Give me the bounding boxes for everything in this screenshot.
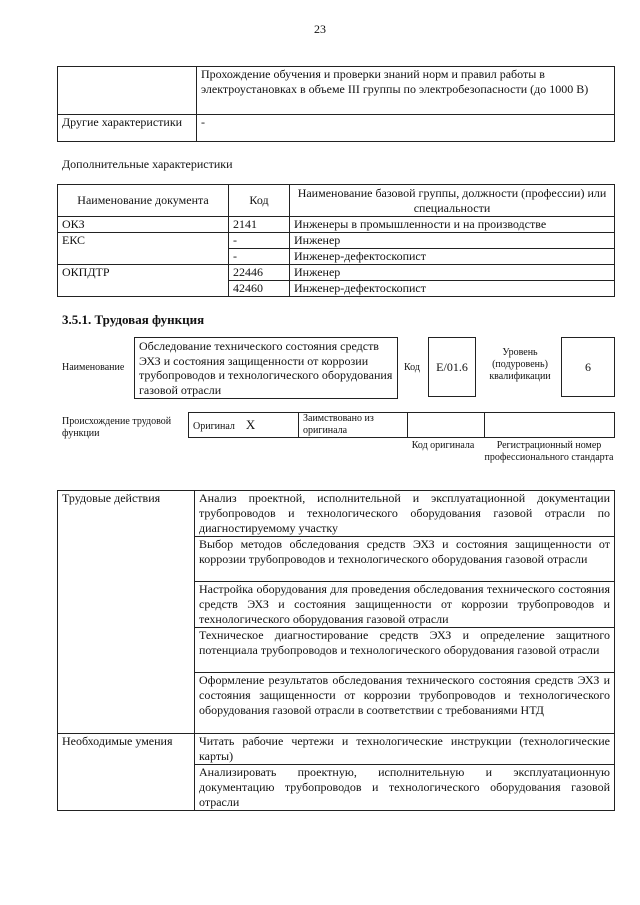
top-table [57,66,615,142]
skill-item: Анализировать проектную, исполнительную и эксплуатационную документацию трубопроводов и технологического оборудования газовой отрасли [195,765,615,811]
name-cell: Инженер [290,265,615,281]
additional-characteristics-table [57,184,615,297]
other-characteristics-label: Другие характеристики [58,115,197,142]
table-row [58,491,615,537]
qualification-level-box: 6 [561,337,615,397]
doc-cell: ОКПДТР [58,265,229,297]
labor-function-table [57,490,615,811]
page-number: 23 [314,22,326,36]
code-cell: 42460 [229,281,290,297]
reg-number-caption: Регистрационный номер профессионального стандарта [484,440,614,463]
qualification-level-label: Уровень (подуровень) квалификации [489,347,551,382]
original-label: Оригинал [193,421,235,432]
name-cell: Инженер-дефектоскопист [290,249,615,265]
original-cell [189,413,299,438]
additional-characteristics-heading: Дополнительные характеристики [62,157,233,171]
code-cell: - [229,249,290,265]
code-original-caption: Код оригинала [411,440,475,451]
table-row [58,734,615,765]
electrical-safety-requirement: Прохождение обучения и проверки знаний норм и правил работы в электроустановках в объеме III группы по электробезопасности (до 1000 В) [197,67,615,115]
labor-actions-label: Трудовые действия [58,491,195,734]
origin-table [188,412,615,438]
doc-cell: ОКЗ [58,217,229,233]
borrowed-label: Заимствовано из оригинала [299,413,408,438]
function-name-label: Наименование [62,362,125,373]
function-code-label: Код [404,362,420,373]
code-original-cell [408,413,485,438]
code-cell: 2141 [229,217,290,233]
other-characteristics-value: - [197,115,615,142]
origin-label: Происхождение трудовой функции [62,416,172,439]
doc-cell: ЕКС [58,233,229,265]
skills-label: Необходимые умения [58,734,195,811]
col-header-group-name: Наименование базовой группы, должности (профессии) или специальности [290,185,615,217]
col-header-code: Код [229,185,290,217]
top-table-empty-cell [58,67,197,115]
name-cell: Инженер-дефектоскопист [290,281,615,297]
table-row [58,265,615,281]
labor-action-item: Техническое диагностирование средств ЭХЗ и определение защитного потенциала трубопроводов и технологического оборудования газовой отрасли [195,628,615,673]
labor-action-item: Анализ проектной, исполнительной и эксплуатационной документации трубопроводов и технологического оборудования газовой отрасли по диагностируемому участку [195,491,615,537]
labor-action-item: Оформление результатов обследования технического состояния средств ЭХЗ и состояния защищенности от коррозии трубопроводов и технологического оборудования газовой отрасли в соответствии с требованиями НТД [195,673,615,734]
table-row [58,217,615,233]
name-cell: Инженеры в промышленности и на производстве [290,217,615,233]
skill-item: Читать рабочие чертежи и технологические инструкции (технологические карты) [195,734,615,765]
function-code-box: E/01.6 [428,337,476,397]
code-cell: - [229,233,290,249]
labor-action-item: Настройка оборудования для проведения обследования технического состояния средств ЭХЗ и состояния защищенности от коррозии трубопроводов и технологического оборудования газовой отрасли [195,582,615,628]
code-cell: 22446 [229,265,290,281]
function-name-box: Обследование технического состояния средств ЭХЗ и состояния защищенности от коррозии трубопроводов и технологического оборудования газовой отрасли [134,337,398,399]
col-header-document: Наименование документа [58,185,229,217]
name-cell: Инженер [290,233,615,249]
table-row [58,233,615,249]
reg-number-cell [485,413,615,438]
section-heading: 3.5.1. Трудовая функция [62,312,205,327]
original-mark: X [245,417,256,432]
labor-action-item: Выбор методов обследования средств ЭХЗ и состояния защищенности от коррозии трубопроводов и технологического оборудования газовой отрасли [195,537,615,582]
